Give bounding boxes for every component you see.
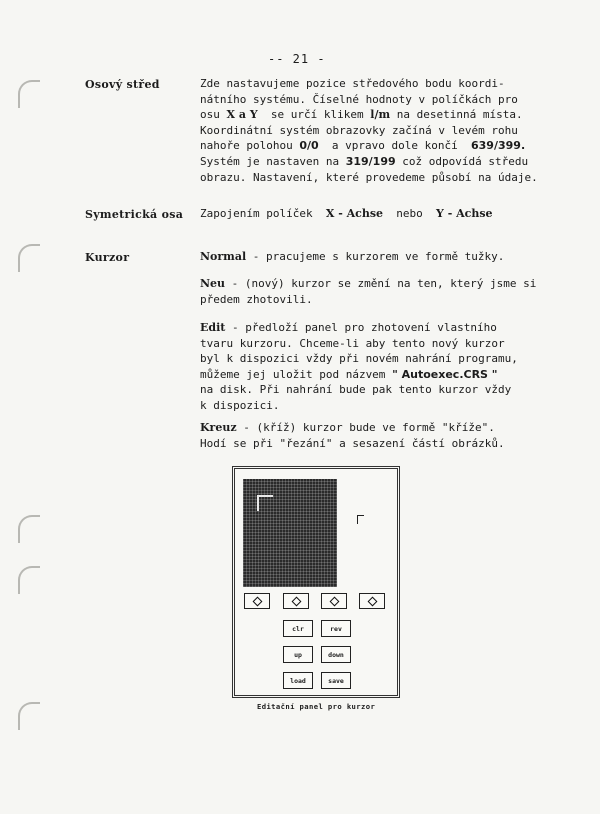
diamond-button-4[interactable] — [359, 593, 385, 609]
diamond-icon — [291, 596, 301, 606]
punch-hole-mark — [18, 702, 40, 730]
pixel-edit-grid[interactable] — [243, 479, 337, 587]
cursor-shape-vertical — [257, 495, 259, 511]
diamond-icon — [367, 596, 377, 606]
punch-hole-mark — [18, 244, 40, 272]
diamond-icon — [329, 596, 339, 606]
osovy-stred-text: Zde nastavujeme pozice středového bodu koordi- nátního systému. Číselné hodnoty v políčkách pro osu X a Y se určí klikem l/m na desetinná místa. Koordinátní systém obrazovky začíná v levém rohu nahoře polohou 0/0 a vpravo dole končí 639/399. Systém je nastaven na 319/199 což odpovídá středu obrazu. Nastavení, které provedeme působí na údaje. — [200, 77, 538, 184]
term-osovy-stred: Osový střed — [85, 78, 160, 91]
punch-hole-mark — [18, 566, 40, 594]
diamond-button-3[interactable] — [321, 593, 347, 609]
diamond-button-1[interactable] — [244, 593, 270, 609]
symetricka-osa-text: Zapojením políček X - Achse nebo Y - Achse — [200, 207, 493, 220]
kurzor-neu-text: Neu - (nový) kurzor se změní na ten, který jsme si předem zhotovili. — [200, 277, 537, 306]
save-button[interactable]: save — [321, 672, 351, 689]
up-button[interactable]: up — [283, 646, 313, 663]
rev-button[interactable]: rev — [321, 620, 351, 637]
punch-hole-mark — [18, 515, 40, 543]
kurzor-normal-text: Normal - pracujeme s kurzorem ve formě tužky. — [200, 250, 505, 263]
load-button[interactable]: load — [283, 672, 313, 689]
diamond-icon — [252, 596, 262, 606]
diamond-button-2[interactable] — [283, 593, 309, 609]
term-symetricka-osa: Symetrická osa — [85, 208, 184, 221]
term-kurzor: Kurzor — [85, 251, 130, 264]
punch-hole-mark — [18, 80, 40, 108]
page-number: -- 21 - — [268, 52, 326, 66]
cursor-shape-horizontal — [257, 495, 273, 497]
figure-caption: Editační panel pro kurzor — [257, 702, 376, 711]
cursor-edit-panel — [232, 466, 400, 698]
clr-button[interactable]: clr — [283, 620, 313, 637]
down-button[interactable]: down — [321, 646, 351, 663]
cursor-preview-icon — [357, 515, 364, 524]
kurzor-kreuz-text: Kreuz - (kříž) kurzor bude ve formě "kříže". Hodí se při "řezání" a sesazení částí obrázků. — [200, 421, 505, 450]
kurzor-edit-text: Edit - předloží panel pro zhotovení vlastního tvaru kurzoru. Chceme-li aby tento nový kurzor byl k dispozici vždy při novém nahrání programu, můžeme jej uložit pod názvem " Autoexec.CRS " na disk. Při nahrání bude pak tento kurzor vždy k dispozici. — [200, 321, 518, 412]
